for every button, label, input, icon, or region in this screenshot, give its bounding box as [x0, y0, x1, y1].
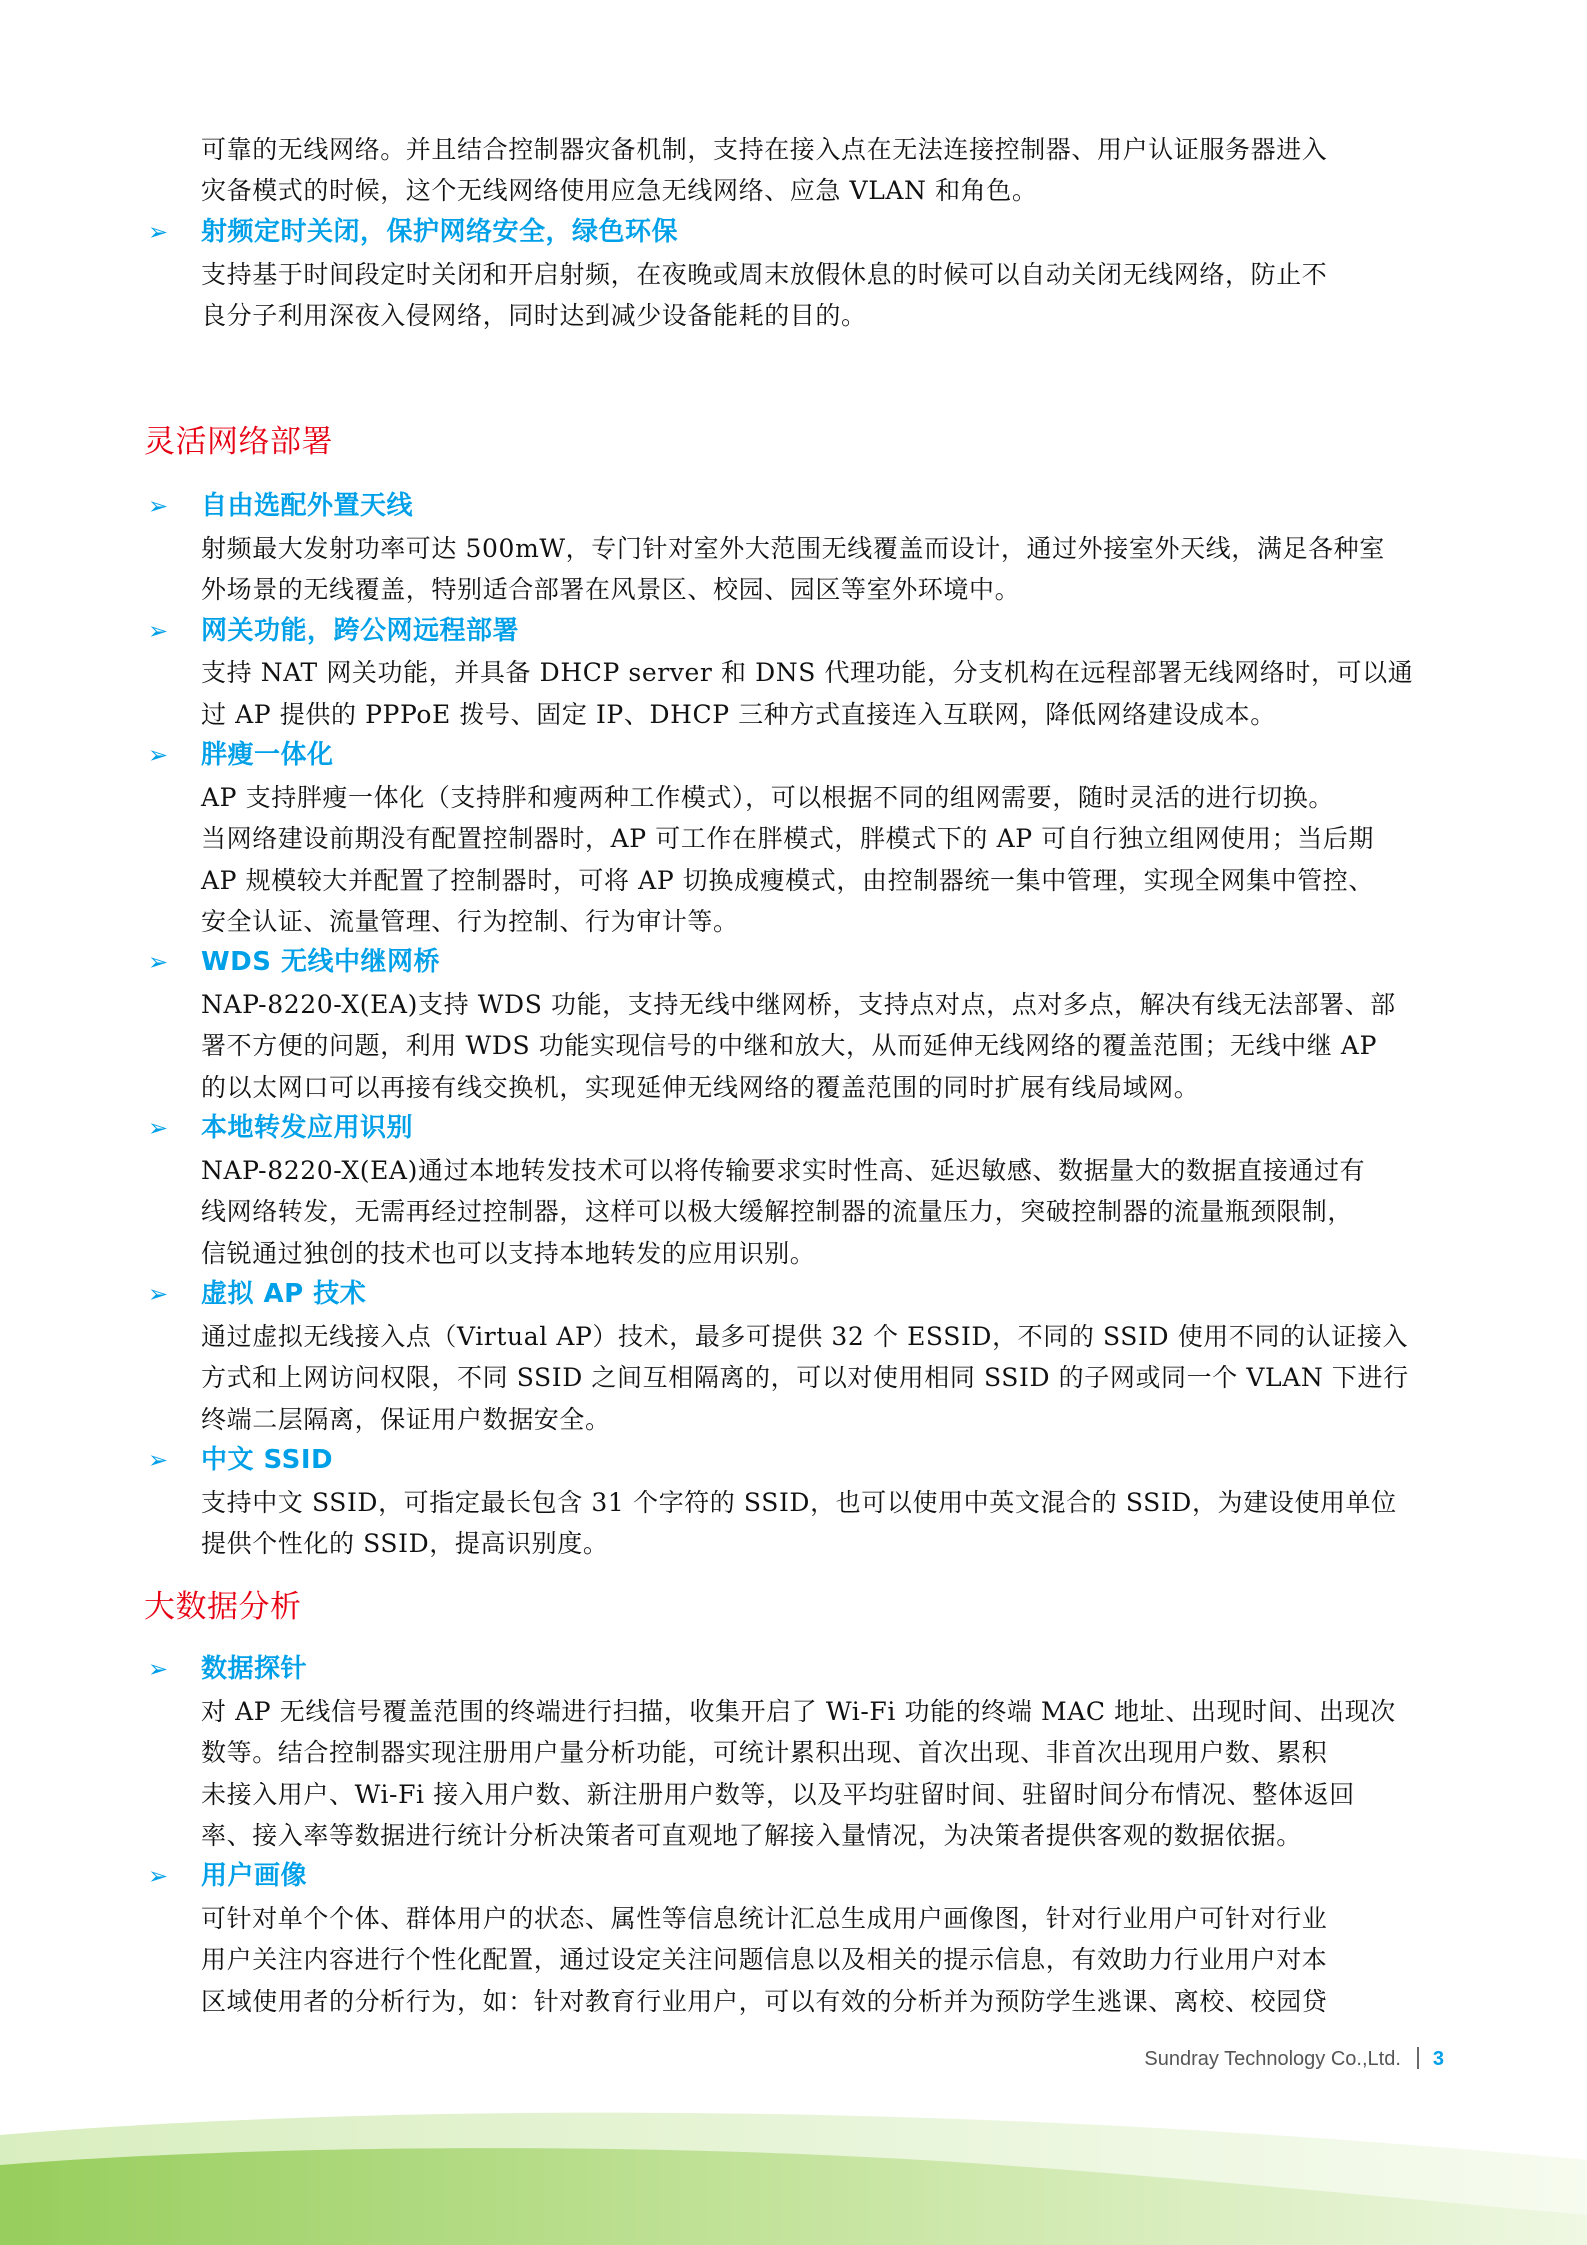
section-heading: 灵活网络部署: [144, 424, 333, 460]
feature-title: 虚拟 AP 技术: [201, 1279, 367, 1309]
bullet-arrow-icon: ➢: [148, 948, 169, 976]
feature-text-line: NAP-8220-X(EA)支持 WDS 功能，支持无线中继网桥，支持点对点，点对多点，解决有线无法部署、部: [201, 990, 1396, 1019]
feature-text-line: 良分子利用深夜入侵网络，同时达到减少设备能耗的目的。: [201, 301, 867, 330]
feature-text-line: 终端二层隔离，保证用户数据安全。: [201, 1405, 611, 1434]
feature-text-line: 未接入用户、Wi-Fi 接入用户数、新注册用户数等，以及平均驻留时间、驻留时间分布情况、整体返回: [201, 1780, 1355, 1809]
bullet-arrow-icon: ➢: [148, 1280, 169, 1308]
decorative-wave: [0, 2105, 1587, 2245]
feature-text-line: 率、接入率等数据进行统计分析决策者可直观地了解接入量情况，为决策者提供客观的数据依据。: [201, 1821, 1302, 1850]
feature-text-line: 线网络转发，无需再经过控制器，这样可以极大缓解控制器的流量压力，突破控制器的流量瓶颈限制，: [201, 1197, 1354, 1226]
company-name: Sundray Technology Co.,Ltd.: [1144, 2048, 1401, 2070]
feature-title: 自由选配外置天线: [201, 491, 414, 521]
feature-text-line: 用户关注内容进行个性化配置，通过设定关注问题信息以及相关的提示信息，有效助力行业用户对本: [201, 1945, 1328, 1974]
feature-text-line: 射频最大发射功率可达 500mW，专门针对室外大范围无线覆盖而设计，通过外接室外天线，满足各种室: [201, 534, 1385, 563]
feature-text-line: NAP-8220-X(EA)通过本地转发技术可以将传输要求实时性高、延迟敏感、数据量大的数据直接通过有: [201, 1156, 1366, 1185]
feature-title: 数据探针: [201, 1654, 308, 1684]
feature-title: 本地转发应用识别: [201, 1113, 414, 1143]
bullet-arrow-icon: ➢: [148, 1655, 169, 1683]
bullet-arrow-icon: ➢: [148, 492, 169, 520]
bullet-arrow-icon: ➢: [148, 1114, 169, 1142]
feature-title: 胖瘦一体化: [201, 740, 334, 770]
feature-title: 中文 SSID: [201, 1445, 334, 1475]
feature-text-line: 的以太网口可以再接有线交换机，实现延伸无线网络的覆盖范围的同时扩展有线局域网。: [201, 1073, 1200, 1102]
feature-text-line: 支持基于时间段定时关闭和开启射频，在夜晚或周末放假休息的时候可以自动关闭无线网络，防止不: [201, 260, 1328, 289]
bullet-arrow-icon: ➢: [148, 1862, 169, 1890]
feature-text-line: 可针对单个个体、群体用户的状态、属性等信息统计汇总生成用户画像图，针对行业用户可针对行业: [201, 1904, 1328, 1933]
feature-text-line: AP 支持胖瘦一体化（支持胖和瘦两种工作模式），可以根据不同的组网需要，随时灵活的进行切换。: [201, 783, 1334, 812]
intro-line: 可靠的无线网络。并且结合控制器灾备机制，支持在接入点在无法连接控制器、用户认证服务器进入: [201, 135, 1328, 164]
feature-text-line: 通过虚拟无线接入点（Virtual AP）技术，最多可提供 32 个 ESSID，不同的 SSID 使用不同的认证接入: [201, 1322, 1409, 1351]
feature-text-line: 数等。结合控制器实现注册用户量分析功能，可统计累积出现、首次出现、非首次出现用户数、累积: [201, 1738, 1328, 1767]
feature-title: 射频定时关闭，保护网络安全，绿色环保: [201, 217, 679, 247]
bullet-arrow-icon: ➢: [148, 741, 169, 769]
feature-text-line: AP 规模较大并配置了控制器时，可将 AP 切换成瘦模式，由控制器统一集中管理，实现全网集中管控、: [201, 866, 1374, 895]
feature-text-line: 署不方便的问题，利用 WDS 功能实现信号的中继和放大，从而延伸无线网络的覆盖范围；无线中继 AP: [201, 1031, 1377, 1060]
feature-text-line: 过 AP 提供的 PPPoE 拨号、固定 IP、DHCP 三种方式直接连入互联网，降低网络建设成本。: [201, 700, 1276, 729]
feature-text-line: 支持 NAT 网关功能，并具备 DHCP server 和 DNS 代理功能，分支机构在远程部署无线网络时，可以通: [201, 658, 1414, 687]
feature-title: 用户画像: [201, 1861, 308, 1891]
bullet-arrow-icon: ➢: [148, 617, 169, 645]
feature-text-line: 对 AP 无线信号覆盖范围的终端进行扫描，收集开启了 Wi-Fi 功能的终端 MAC 地址、出现时间、出现次: [201, 1697, 1396, 1726]
feature-title: 网关功能，跨公网远程部署: [201, 616, 520, 646]
feature-text-line: 方式和上网访问权限，不同 SSID 之间互相隔离的，可以对使用相同 SSID 的子网或同一个 VLAN 下进行: [201, 1363, 1409, 1392]
feature-text-line: 安全认证、流量管理、行为控制、行为审计等。: [201, 907, 739, 936]
page-number: 3: [1432, 2048, 1444, 2070]
section-heading: 大数据分析: [144, 1589, 302, 1625]
bullet-arrow-icon: ➢: [148, 1446, 169, 1474]
intro-line: 灾备模式的时候，这个无线网络使用应急无线网络、应急 VLAN 和角色。: [201, 176, 1038, 205]
feature-text-line: 外场景的无线覆盖，特别适合部署在风景区、校园、园区等室外环境中。: [201, 575, 1021, 604]
feature-text-line: 区域使用者的分析行为，如：针对教育行业用户，可以有效的分析并为预防学生逃课、离校、校园贷: [201, 1987, 1328, 2016]
bullet-arrow-icon: ➢: [148, 218, 169, 246]
feature-text-line: 信锐通过独创的技术也可以支持本地转发的应用识别。: [201, 1239, 816, 1268]
feature-text-line: 支持中文 SSID，可指定最长包含 31 个字符的 SSID，也可以使用中英文混合的 SSID，为建设使用单位: [201, 1488, 1397, 1517]
feature-text-line: 提供个性化的 SSID，提高识别度。: [201, 1529, 609, 1558]
feature-text-line: 当网络建设前期没有配置控制器时，AP 可工作在胖模式，胖模式下的 AP 可自行独立组网使用；当后期: [201, 824, 1374, 853]
page-footer: [1144, 2047, 1444, 2071]
feature-title: WDS 无线中继网桥: [201, 947, 441, 977]
footer-divider: [1417, 2047, 1419, 2069]
